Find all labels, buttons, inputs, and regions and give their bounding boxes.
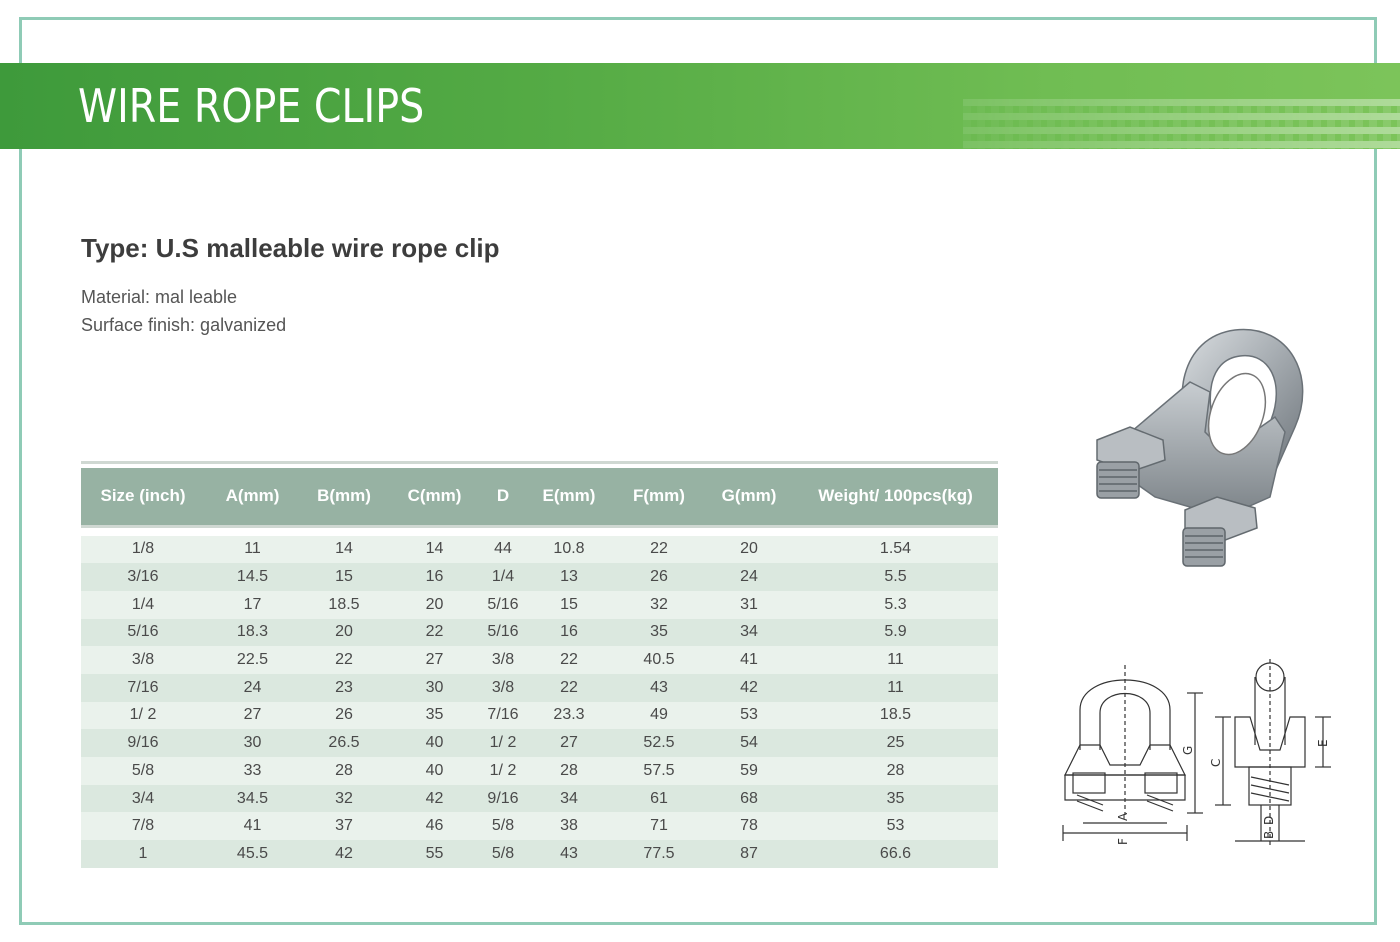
table-cell: 41 [740, 651, 758, 669]
table-cell: 15 [335, 568, 353, 586]
table-cell: 20 [425, 595, 444, 613]
table-row [81, 646, 998, 674]
table-cell: 5/8 [491, 844, 515, 862]
table-cell: 5/16 [487, 595, 519, 613]
table-cell: 3/8 [131, 651, 155, 669]
table-cell: 27 [425, 651, 444, 669]
table-cell: 27 [560, 734, 578, 752]
column-header: A(mm) [225, 486, 280, 506]
column-header: D [496, 486, 510, 506]
table-cell: 46 [425, 817, 444, 835]
banner-dot-pattern [963, 99, 1400, 149]
table-cell: 18.5 [879, 706, 912, 724]
table-cell: 44 [494, 540, 512, 558]
table-row [81, 729, 998, 757]
table-cell: 1/ 2 [489, 734, 517, 752]
dim-label-f: F [1116, 838, 1130, 845]
table-cell: 57.5 [643, 761, 675, 779]
table-cell: 11 [244, 540, 261, 558]
table-cell: 38 [560, 817, 578, 835]
table-cell: 35 [886, 789, 905, 807]
table-cell: 43 [650, 678, 668, 696]
table-cell: 5/8 [491, 817, 515, 835]
table-cell: 3/8 [491, 678, 515, 696]
column-header: C(mm) [407, 486, 462, 506]
table-cell: 3/16 [127, 568, 159, 586]
table-cell: 32 [650, 595, 668, 613]
header-separator [81, 526, 998, 536]
table-cell: 11 [887, 678, 904, 696]
table-row [81, 536, 998, 564]
table-cell: 28 [886, 761, 905, 779]
table-cell: 14 [335, 540, 353, 558]
dim-label-g: G [1181, 745, 1195, 755]
table-cell: 54 [740, 734, 758, 752]
table-cell: 35 [650, 623, 668, 641]
table-cell: 9/16 [127, 734, 159, 752]
table-cell: 26 [335, 706, 353, 724]
table-cell: 42 [740, 678, 758, 696]
table-cell: 22 [560, 651, 578, 669]
table-cell: 45.5 [236, 844, 269, 862]
column-header: G(mm) [721, 486, 777, 506]
table-cell: 27 [243, 706, 262, 724]
table-cell: 3/8 [491, 651, 515, 669]
table-cell: 52.5 [643, 734, 675, 752]
table-cell: 14.5 [236, 568, 269, 586]
dim-label-d: D [1262, 815, 1276, 825]
table-cell: 1/ 2 [489, 761, 517, 779]
table-cell: 40 [425, 734, 444, 752]
table-cell: 13 [560, 568, 578, 586]
page-title: WIRE ROPE CLIPS [78, 79, 425, 133]
table-cell: 28 [335, 761, 353, 779]
table-cell: 30 [425, 678, 444, 696]
table-cell: 22 [560, 678, 578, 696]
table-cell: 20 [335, 623, 353, 641]
table-header-row [81, 468, 998, 526]
table-cell: 68 [740, 789, 758, 807]
table-cell: 3/4 [131, 789, 155, 807]
table-cell: 5/16 [487, 623, 519, 641]
table-cell: 30 [243, 734, 262, 752]
table-cell: 10.8 [553, 540, 585, 558]
table-cell: 5/8 [131, 761, 155, 779]
table-cell: 71 [650, 817, 668, 835]
table-cell: 34.5 [236, 789, 269, 807]
table-cell: 24 [243, 678, 262, 696]
table-cell: 18.3 [236, 623, 269, 641]
title-banner [0, 63, 1400, 149]
table-row [81, 591, 998, 619]
table-cell: 32 [335, 789, 353, 807]
table-cell: 34 [740, 623, 758, 641]
table-cell: 42 [335, 844, 353, 862]
table-cell: 49 [650, 706, 668, 724]
table-cell: 77.5 [643, 844, 675, 862]
column-header: Size (inch) [100, 486, 186, 506]
table-cell: 22 [425, 623, 444, 641]
table-cell: 53 [886, 817, 905, 835]
table-cell: 22 [650, 540, 668, 558]
dim-label-c: C [1209, 758, 1223, 767]
table-cell: 66.6 [879, 844, 912, 862]
table-cell: 9/16 [487, 789, 519, 807]
table-cell: 31 [740, 595, 758, 613]
table-cell: 5.9 [884, 623, 907, 641]
table-cell: 1/4 [131, 595, 155, 613]
table-cell: 23.3 [553, 706, 585, 724]
table-cell: 16 [560, 623, 578, 641]
surface-finish-text: Surface finish: galvanized [81, 315, 287, 335]
table-cell: 7/8 [131, 817, 155, 835]
table-cell: 5/16 [127, 623, 159, 641]
table-cell: 35 [425, 706, 444, 724]
table-body [81, 536, 998, 868]
table-cell: 16 [425, 568, 444, 586]
table-cell: 5.3 [884, 595, 907, 613]
table-row [81, 563, 998, 591]
table-cell: 26 [650, 568, 668, 586]
clip-technical-drawing [1055, 655, 1345, 855]
dim-label-b: B [1262, 830, 1276, 839]
column-header: B(mm) [317, 486, 371, 506]
product-type-heading: Type: U.S malleable wire rope clip [81, 233, 500, 263]
spec-table [81, 468, 998, 868]
table-cell: 5.5 [884, 568, 907, 586]
spec-table-container [81, 461, 998, 868]
table-cell: 28 [560, 761, 578, 779]
column-header: F(mm) [633, 486, 685, 506]
table-cell: 22 [335, 651, 353, 669]
table-cell: 87 [740, 844, 758, 862]
table-cell: 59 [740, 761, 758, 779]
table-cell: 53 [740, 706, 758, 724]
table-cell: 25 [886, 734, 905, 752]
dim-label-e: E [1316, 739, 1330, 747]
table-cell: 7/16 [487, 706, 519, 724]
table-cell: 1.54 [879, 540, 912, 558]
table-cell: 42 [425, 789, 444, 807]
table-row [81, 785, 998, 813]
table-cell: 33 [243, 761, 262, 779]
table-cell: 17 [243, 595, 262, 613]
table-cell: 14 [425, 540, 444, 558]
clip-product-photo [1085, 322, 1315, 572]
table-cell: 15 [560, 595, 578, 613]
table-top-rule [81, 461, 998, 464]
table-row [81, 757, 998, 785]
table-cell: 1/ 2 [129, 706, 157, 724]
table-cell: 23 [335, 678, 353, 696]
table-cell: 1/4 [491, 568, 515, 586]
table-row [81, 840, 998, 868]
table-cell: 37 [335, 817, 353, 835]
table-cell: 18.5 [328, 595, 360, 613]
table-cell: 78 [740, 817, 758, 835]
table-cell: 24 [740, 568, 758, 586]
table-cell: 22.5 [236, 651, 269, 669]
table-cell: 41 [243, 817, 262, 835]
column-header: E(mm) [542, 486, 596, 506]
table-cell: 40 [425, 761, 444, 779]
table-cell: 20 [740, 540, 758, 558]
column-header: Weight/ 100pcs(kg) [818, 486, 973, 506]
table-cell: 1/8 [131, 540, 155, 558]
table-row [81, 812, 998, 840]
table-cell: 61 [650, 789, 668, 807]
table-cell: 40.5 [643, 651, 675, 669]
table-cell: 55 [425, 844, 444, 862]
table-cell: 7/16 [127, 678, 159, 696]
dim-label-a: A [1116, 812, 1130, 821]
table-cell: 43 [560, 844, 578, 862]
table-cell: 34 [560, 789, 578, 807]
table-cell: 1 [138, 844, 148, 862]
table-cell: 11 [887, 651, 904, 669]
table-cell: 26.5 [328, 734, 360, 752]
table-row [81, 674, 998, 702]
table-row [81, 619, 998, 647]
material-text: Material: mal leable [81, 287, 238, 307]
table-row [81, 702, 998, 730]
